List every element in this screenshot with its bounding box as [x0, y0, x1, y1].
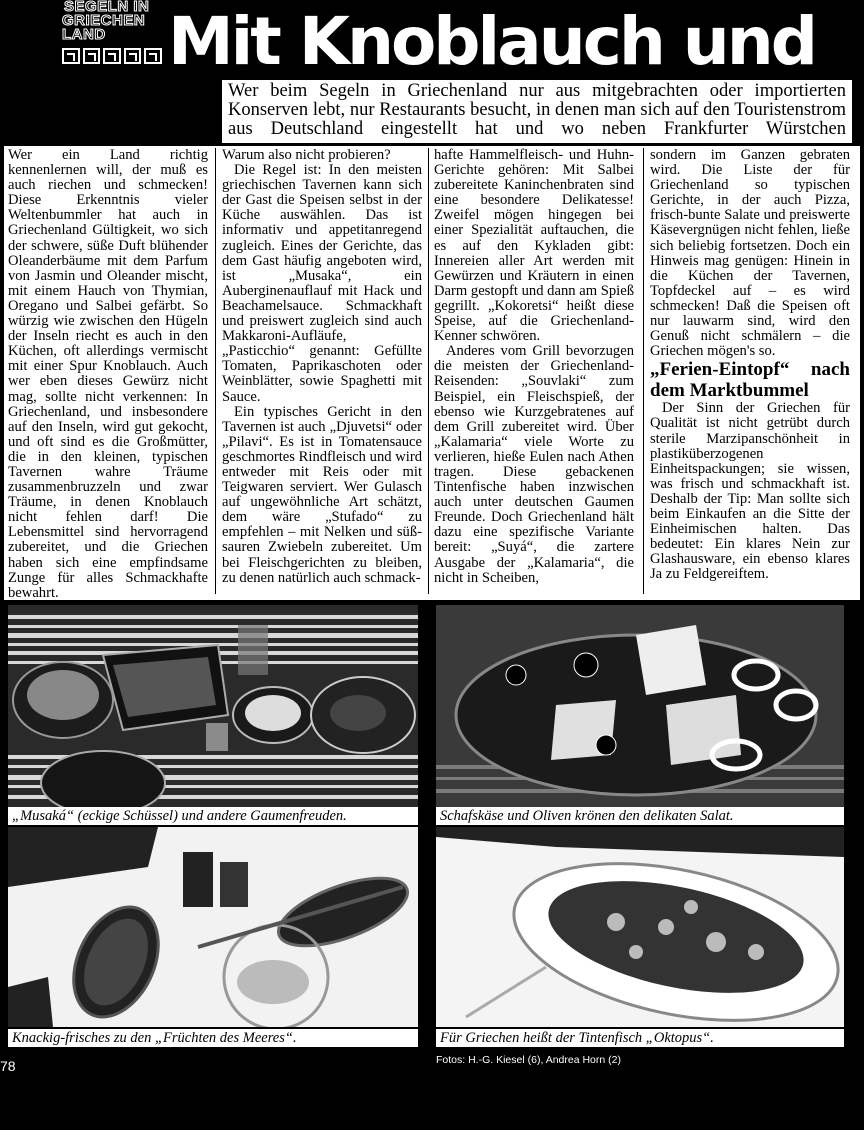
text-column-4 [650, 148, 850, 582]
paragraph: Warum also nicht probieren? [222, 147, 391, 163]
paragraph: Wer ein Land richtig kennenlernen will, der muß es auch riechen und schmecken! Diese Erkenntnis vieler Weltenbummler hat auch in Griechenland Gültigkeit, wo sich der schwere, süße Duft blühender Oleanderbäume mit dem Parfum von Jasmin und Oleander mischt, mit einem Hauch von Thymian, Oregano und Salbei gefärbt. So würzig wie zwischen den Hügeln der Inseln riecht es auch in den Küchen, oft allerdings vermischt mit einer Spur Knoblauch. Auch wer eben dieses Gewürz nicht mag, sollte nicht verkennen: In Griechenland, und insbesondere auf den Inseln, wird gut gekocht, und oft sind es die Großmütter, die in den kleinen, typischen Tavernen wahre Träume zusammenbruzzeln und zwar Träume, in denen Knoblauch nicht fehlen darf! Die Lebensmittel sind hervorragend zubereitet, und die Griechen haben sich eine empfindsame Zunge für alles Schmackhafte bewahrt. [8, 147, 208, 601]
section-logo [62, 0, 162, 80]
section-subhead: „Ferien-Eintopf“ nach dem Marktbummel [650, 359, 850, 402]
photo-caption: Für Griechen heißt der Tintenfisch „Oktopus“. [436, 1029, 844, 1047]
paragraph: Der Sinn der Griechen für Qualität ist nicht getrübt durch sterile Marzipanschönheit in plastiküberzogenen Einheitspackungen; sie wissen, was frisch und schmackhaft ist. Deshalb der Tip: Man sollte sich beim Einkaufen an die Sitte der Einheimischen halten. Das bedeutet: Ein klares Nein zur Glashausware, ein ebenso klares Ja zu Feldgereiftem. [650, 400, 850, 583]
photo-caption: Schafskäse und Oliven krönen den delikaten Salat. [436, 807, 844, 825]
text-column-2 [222, 148, 422, 586]
page-number: 78 [0, 1058, 16, 1074]
article-headline: Mit Knoblauch und [168, 3, 815, 80]
greek-key-ornament [62, 48, 162, 64]
paragraph: sondern im Ganzen gebraten wird. Die Liste der für Griechenland so typischen Gerichte, in der auch Pizza, frisch-bunte Salate und preiswerte Käsevergnügen nicht fehlen, ließe sich beliebig fortsetzen. Doch ein Hinweis mag genügen: Hinein in die Küchen der Tavernen, Topfdeckel auf – es wird schmecken! Daß die Speisen oft nur lauwarm sind, wird den Genuß nicht schmälern – die Griechen mögen's so. [650, 147, 850, 360]
article-intro: Wer beim Segeln in Griechenland nur aus mitgebrachten oder importierten Konserven lebt, nur Restaurants besucht, in denen man sich auf den Touristenstrom aus Deutschland eingestellt hat und wo neben Frankfurter Würstchen [222, 80, 852, 143]
photo-octopus [436, 827, 844, 1027]
paragraph: Die Regel ist: In den meisten griechischen Tavernen kann sich der Gast die Speisen selbst in der Küche auswählen. Das ist informativ und appetitanregend zugleich. Eines der Gerichte, das dem Gast häufig angeboten wird, ist „Musaka“, ein Auberginenauflauf mit Hack und Beachamelsauce. Schmackhaft und preiswert zugleich sind auch Makkaroni-Aufläufe, „Pasticchio“ genannt: Gefüllte Tomaten, Paprikaschoten oder Weinblätter, sowie Spaghetti mit Sauce. [222, 162, 422, 405]
logo-line-2: GRIECHEN [62, 12, 146, 29]
photo-caption: „Musaká“ (eckige Schüssel) und andere Gaumenfreuden. [8, 807, 418, 825]
text-column-3 [434, 148, 634, 586]
column-rule [643, 148, 644, 594]
logo-line-1: SEGELN IN [64, 0, 150, 15]
photo-salad [436, 605, 844, 807]
column-rule [215, 148, 216, 594]
photo-seafood [8, 827, 418, 1027]
photo-caption: Knackig-frisches zu den „Früchten des Meeres“. [8, 1029, 418, 1047]
column-rule [428, 148, 429, 594]
photo-musaka [8, 605, 418, 807]
paragraph: Anderes vom Grill bevorzugen die meisten der Griechenland-Reisenden: „Souvlaki“ zum Beispiel, ein Fleischspieß, der ebenso wie Kurzgebratenes auf dem Grill zubereitet wird. Über „Kalamaria“ viele Worte zu verlieren, hieße Eulen nach Athen tragen. Diese gebackenen Tintenfische haben inzwischen auch unter deutschen Gaumen Freunde. Doch Griechenland hält dazu eine spezifische Variante bereit: „Suyá“, die zartere Ausgabe der „Kalamaria“, die nicht in Scheiben, [434, 343, 634, 586]
paragraph: hafte Hammelfleisch- und Huhn-Gerichte gehören: Mit Salbei zubereitete Kaninchenbraten sind eine besondere Delikatesse! Zweifel mögen hingegen bei einer Spezialität auftauchen, die es auf den Kykladen gibt: Innereien aller Art werden mit Gewürzen und Kräutern in einen Darm gestopft und dann am Spieß gegrillt. „Kokoretsi“ heißt diese Speise, auf die Griechenland-Kenner schwören. [434, 147, 634, 345]
text-column-1 [8, 148, 208, 601]
logo-line-3: LAND [62, 26, 106, 43]
paragraph: Ein typisches Gericht in den Tavernen ist auch „Djuvetsi“ oder „Pilavi“. Es ist in Tomatensauce geschmortes Rindfleisch und wird entweder mit Reis oder mit Teigwaren serviert. Wer Gulasch auf ungewöhnliche Art schätzt, dem wäre „Stufado“ zu empfehlen – mit Nelken und süß-sauren Zwiebeln zubereitet. Um bei Fleischgerichten zu bleiben, zu denen natürlich auch schmack- [222, 403, 422, 586]
photo-credit: Fotos: H.-G. Kiesel (6), Andrea Horn (2) [436, 1054, 621, 1066]
